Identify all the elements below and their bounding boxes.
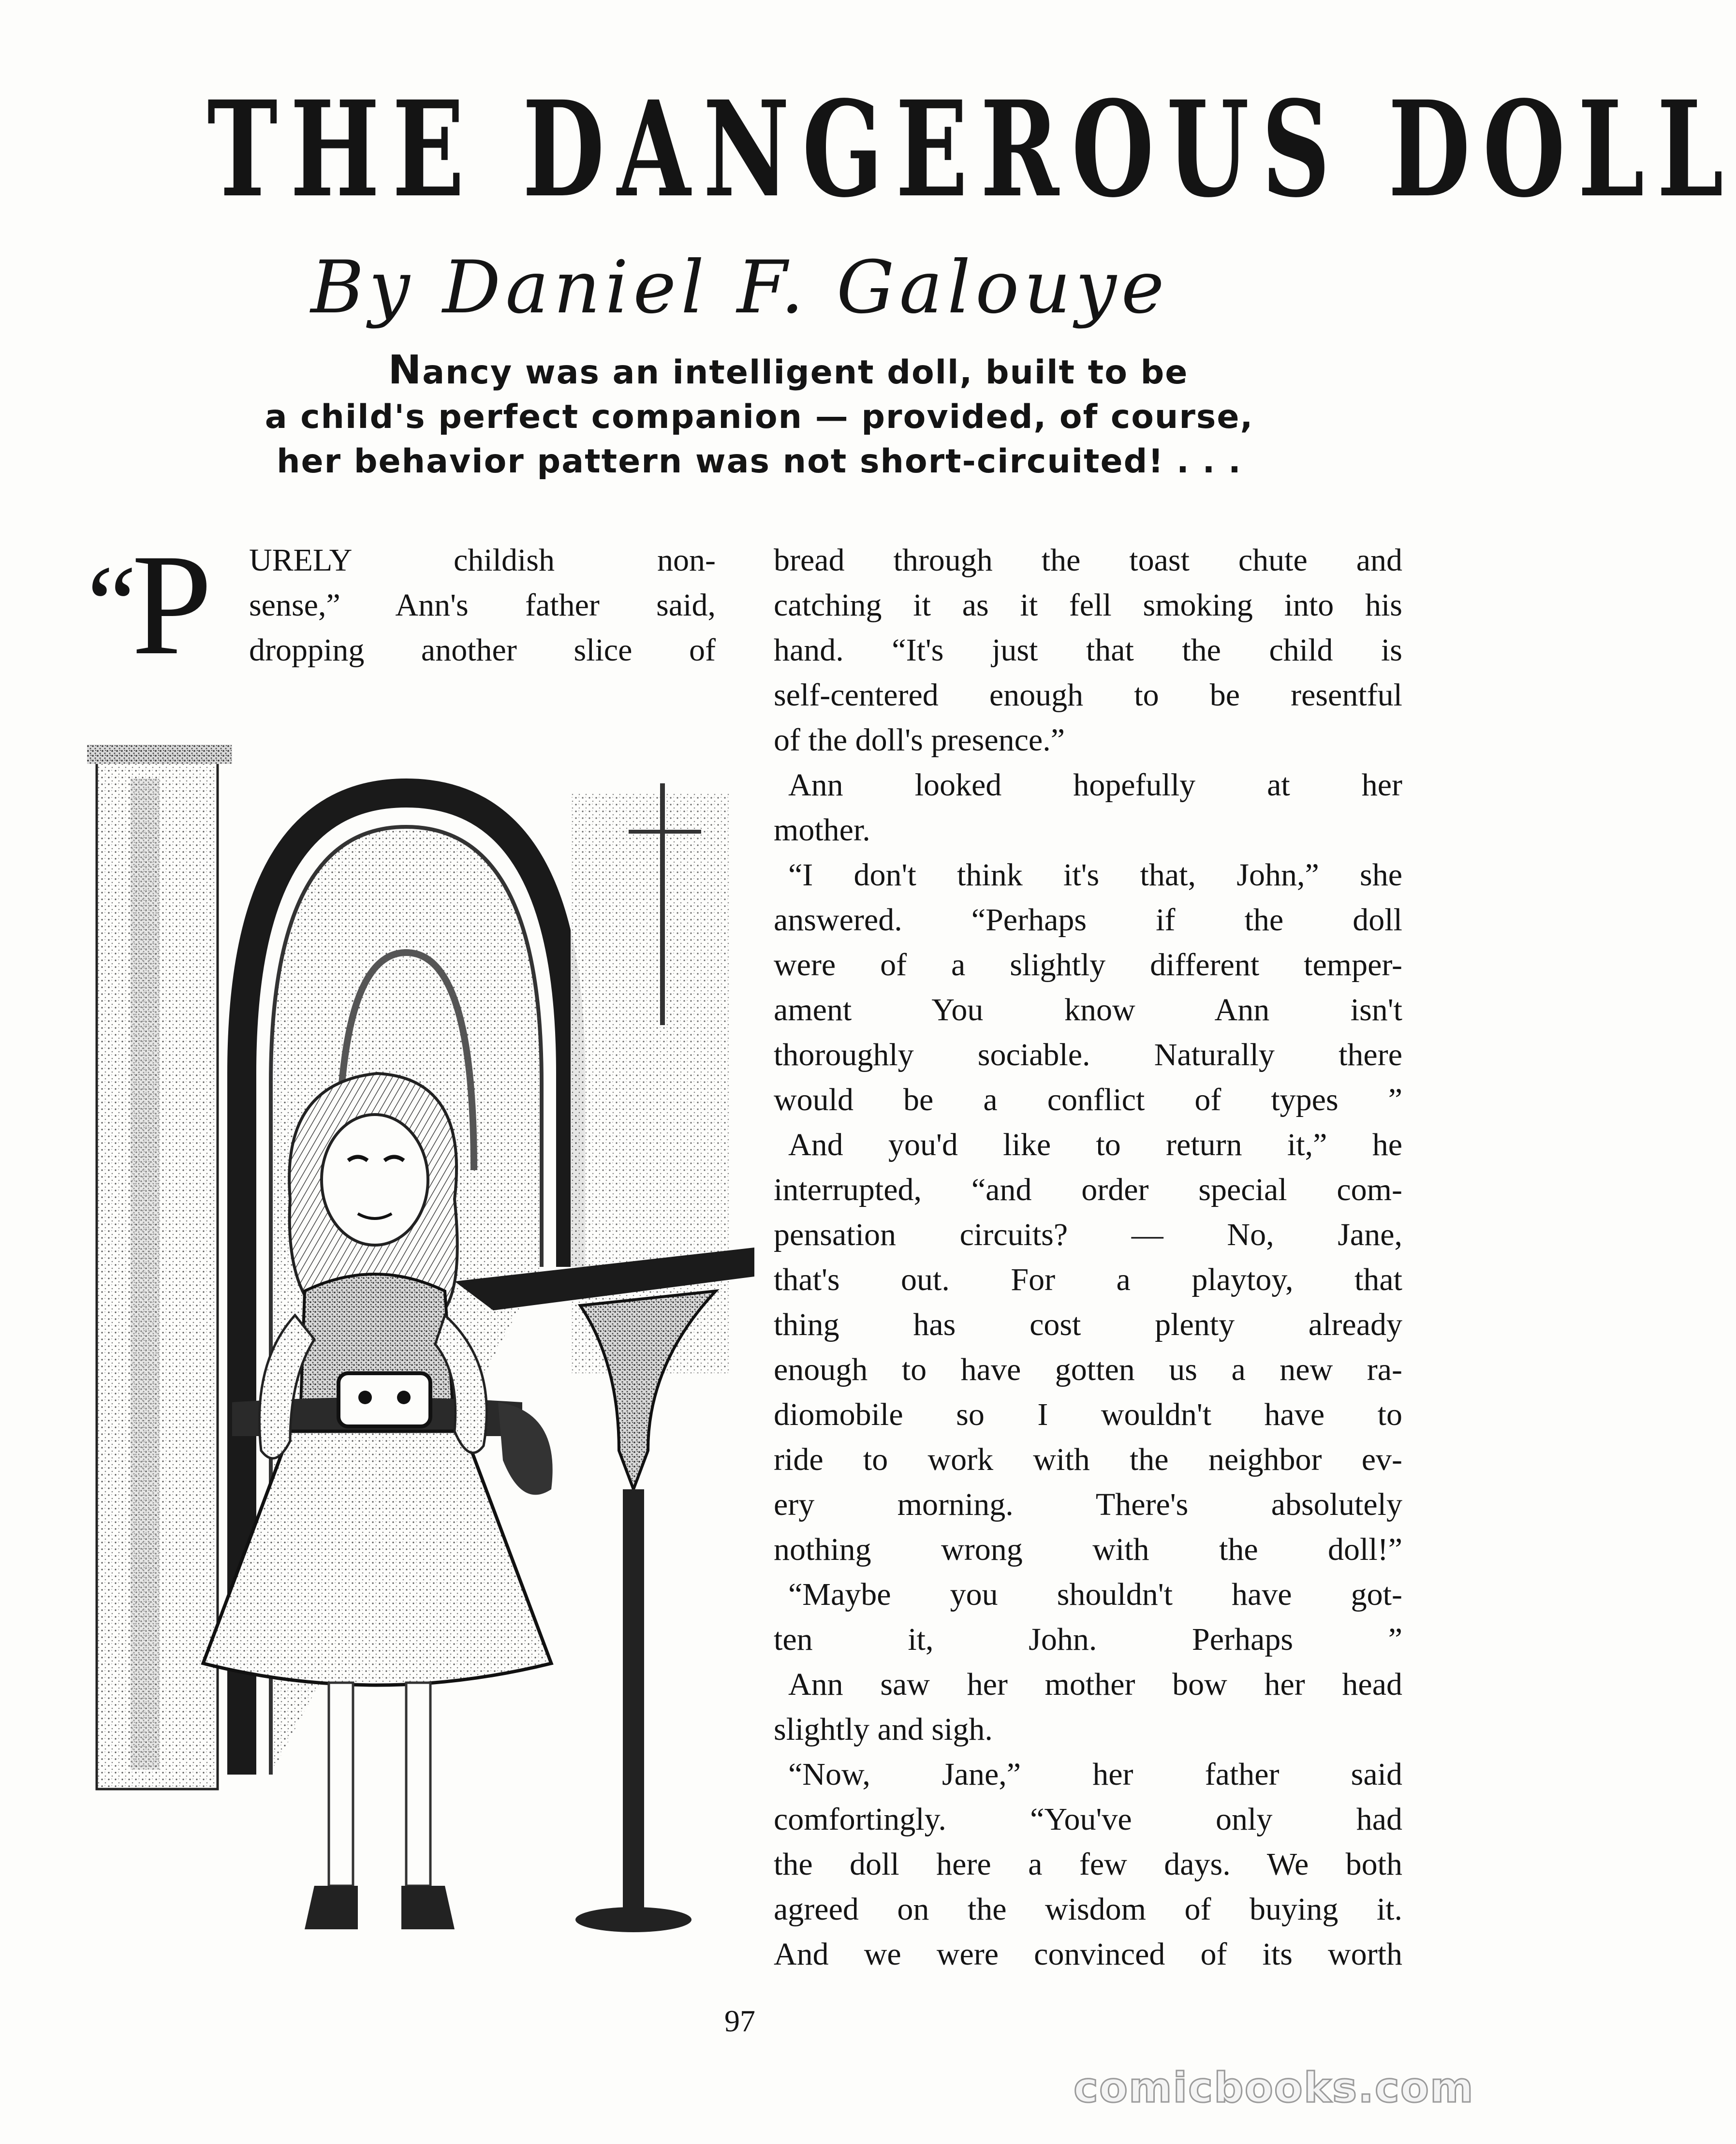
text-line: Ann saw her mother bow her head bbox=[788, 1667, 1402, 1702]
text-line: agreed on the wisdom of buying it. bbox=[774, 1892, 1402, 1927]
text-line: ten it, John. Perhaps ” bbox=[774, 1622, 1402, 1657]
text-line: enough to have gotten us a new ra- bbox=[774, 1352, 1402, 1387]
text-line: of the doll's presence.” bbox=[774, 722, 1065, 758]
text-line: Ann looked hopefully at her bbox=[788, 767, 1402, 803]
text-line: interrupted, “and order special com- bbox=[774, 1172, 1402, 1207]
right-column-text bbox=[774, 538, 1402, 1977]
text-line: pensation circuits? — No, Jane, bbox=[774, 1217, 1402, 1252]
background-column-left bbox=[87, 745, 232, 1789]
text-line: catching it as it fell smoking into his bbox=[774, 587, 1402, 623]
author-byline: By Daniel F. Galouye bbox=[310, 246, 1169, 330]
blurb-line-2: a child's perfect companion — provided, of course, bbox=[265, 398, 1254, 436]
illustration-girl-with-doll bbox=[87, 735, 754, 2002]
text-line: And you'd like to return it,” he bbox=[788, 1127, 1402, 1162]
blurb-line-1: Nancy was an intelligent doll, built to be bbox=[388, 347, 1189, 393]
watermark-logo: comicbooks.com bbox=[1074, 2064, 1474, 2112]
text-line: were of a slightly different temper- bbox=[774, 947, 1402, 983]
text-line: nothing wrong with the doll!” bbox=[774, 1532, 1402, 1567]
blurb-initial: N bbox=[388, 347, 423, 393]
blurb-line-3: her behavior pattern was not short-circuited! . . . bbox=[277, 442, 1242, 481]
text-line: mother. bbox=[774, 812, 870, 848]
text-line: URELY childish non- bbox=[249, 543, 716, 578]
text-line: slightly and sigh. bbox=[774, 1712, 993, 1747]
text-line: ery morning. There's absolutely bbox=[774, 1487, 1402, 1522]
text-line: diomobile so I wouldn't have to bbox=[774, 1397, 1402, 1432]
drop-cap-quote: “ bbox=[87, 543, 132, 666]
text-line: “Now, Jane,” her father said bbox=[788, 1757, 1402, 1792]
text-line: ament You know Ann isn't bbox=[774, 992, 1402, 1028]
left-column-text bbox=[249, 538, 716, 673]
text-line: “Maybe you shouldn't have got- bbox=[788, 1577, 1402, 1612]
text-line: thoroughly sociable. Naturally there bbox=[774, 1037, 1402, 1072]
text-line: answered. “Perhaps if the doll bbox=[774, 902, 1402, 938]
page-number: 97 bbox=[724, 2004, 755, 2038]
drop-cap bbox=[87, 524, 212, 685]
story-blurb bbox=[232, 348, 1286, 484]
text-line: would be a conflict of types ” bbox=[774, 1082, 1402, 1117]
drop-cap-letter: P bbox=[132, 524, 212, 685]
text-line: ride to work with the neighbor ev- bbox=[774, 1442, 1402, 1477]
text-line: dropping another slice of bbox=[249, 632, 716, 668]
text-line: bread through the toast chute and bbox=[774, 543, 1402, 578]
text-line: comfortingly. “You've only had bbox=[774, 1802, 1402, 1837]
text-line: “I don't think it's that, John,” she bbox=[788, 857, 1402, 893]
text-line: self-centered enough to be resentful bbox=[774, 677, 1402, 713]
story-title: THE DANGEROUS DOLL bbox=[207, 73, 1736, 227]
text-line: that's out. For a playtoy, that bbox=[774, 1262, 1402, 1297]
text-line: thing has cost plenty already bbox=[774, 1307, 1402, 1342]
text-line: And we were convinced of its worth bbox=[774, 1937, 1402, 1972]
text-line: hand. “It's just that the child is bbox=[774, 632, 1402, 668]
text-line: the doll here a few days. We both bbox=[774, 1847, 1402, 1882]
text-line: sense,” Ann's father said, bbox=[249, 587, 716, 623]
